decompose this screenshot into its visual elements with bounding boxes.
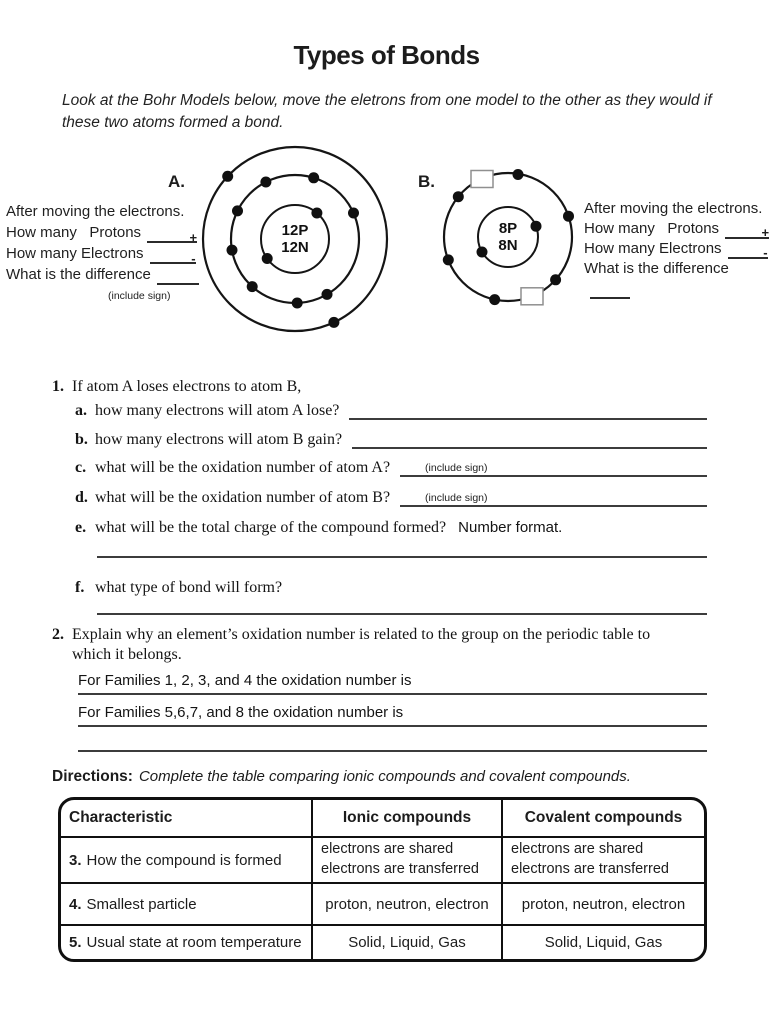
difference-label: What is the difference: [6, 266, 151, 283]
q1-number: 1.: [52, 378, 64, 395]
electron-dot[interactable]: [292, 298, 303, 309]
directions-text: Complete the table comparing ionic compounds and covalent compounds.: [138, 768, 631, 785]
q2-number: 2.: [52, 626, 64, 643]
q2-stem-line2: which it belongs.: [72, 646, 182, 663]
minus-sign: -: [763, 245, 768, 260]
row5-characteristic: [61, 924, 311, 959]
q1f-letter: f.: [75, 579, 85, 596]
row4-number: 4.: [69, 895, 82, 913]
q1f-answer-line[interactable]: [97, 613, 707, 615]
q2-families-5678-text: For Families 5,6,7, and 8 the oxidation number is: [78, 704, 404, 721]
row4-covalent-cell[interactable]: proton, neutron, electron: [501, 882, 704, 924]
protons-blank[interactable]: [147, 225, 197, 243]
header-covalent: Covalent compounds: [501, 800, 704, 836]
electron-dot[interactable]: [260, 177, 271, 188]
electron-dot[interactable]: [222, 171, 233, 182]
bohr-model-a: [192, 136, 398, 342]
row5-label: Usual state at room temperature: [86, 934, 302, 951]
after-moving-label: After moving the electrons.: [6, 203, 185, 220]
q1-stem: If atom A loses electrons to atom B,: [72, 378, 302, 395]
minus-sign: -: [191, 251, 196, 266]
row5-ionic-cell[interactable]: Solid, Liquid, Gas: [311, 924, 501, 959]
model-a-label: A.: [168, 172, 185, 191]
q2-families-1234-line[interactable]: [78, 672, 707, 695]
directions-label: Directions:: [52, 768, 133, 785]
protons-label: How many Protons: [6, 224, 142, 241]
protons-blank[interactable]: [725, 221, 769, 239]
row5-number: 5.: [69, 934, 82, 951]
electron-dot[interactable]: [311, 208, 322, 219]
nucleus-neutrons-label: 12N: [281, 239, 309, 256]
electrons-label: How many Electrons: [6, 245, 144, 262]
q1c-text: what will be the oxidation number of atom A?: [95, 459, 391, 476]
q1e-answer-line[interactable]: [97, 556, 707, 558]
row3-ionic-option2: electrons are transferred: [321, 861, 479, 877]
q1e-suffix: Number format.: [458, 519, 563, 536]
row3-ionic-option1: electrons are shared: [321, 841, 454, 858]
protons-label: How many Protons: [584, 220, 720, 237]
electrons-label: How many Electrons: [584, 240, 722, 257]
row3-number: 3.: [69, 851, 82, 869]
nucleus-protons-label: 8P: [498, 220, 518, 237]
q1c-answer-line[interactable]: [400, 461, 707, 477]
electron-dot[interactable]: [232, 205, 243, 216]
nucleus-protons-label: 12P: [281, 222, 309, 239]
electron-dot[interactable]: [477, 247, 488, 258]
header-characteristic: Characteristic: [69, 809, 173, 826]
q1e-text: what will be the total charge of the compound formed?: [95, 519, 447, 536]
row4-label: Smallest particle: [86, 895, 197, 913]
row3-characteristic: [61, 836, 311, 882]
electron-dot[interactable]: [262, 253, 273, 264]
row3-label: How the compound is formed: [86, 851, 282, 869]
q1b-text: how many electrons will atom B gain?: [95, 431, 343, 448]
electrons-blank[interactable]: [728, 241, 768, 259]
plus-sign: +: [761, 225, 770, 240]
row4-characteristic: [61, 882, 311, 924]
electron-dot[interactable]: [550, 274, 561, 285]
q1a-letter: a.: [75, 402, 87, 419]
electron-dot[interactable]: [453, 191, 464, 202]
electron-dot[interactable]: [308, 172, 319, 183]
electron-dot[interactable]: [489, 294, 500, 305]
q2-extra-answer-line[interactable]: [78, 750, 707, 752]
model-a-answer-panel: [6, 201, 221, 307]
q1b-letter: b.: [75, 431, 88, 448]
q1c-letter: c.: [75, 459, 87, 476]
q1e-letter: e.: [75, 519, 87, 536]
intro-text: Look at the Bohr Models below, move the eletrons from one model to the other as they would if these two atoms formed a bond.: [62, 92, 712, 132]
difference-blank[interactable]: [590, 281, 630, 299]
question-1: [52, 370, 707, 628]
model-b-answer-panel: [584, 199, 772, 299]
electron-dot[interactable]: [531, 221, 542, 232]
page-title: Types of Bonds: [293, 40, 480, 70]
header-ionic: Ionic compounds: [311, 800, 501, 836]
q2-families-5678-line[interactable]: [78, 704, 707, 727]
row3-covalent-option2: electrons are transferred: [511, 861, 669, 877]
include-sign-note: (include sign): [108, 290, 171, 302]
electrons-blank[interactable]: [150, 246, 196, 264]
q1d-text: what will be the oxidation number of atom B?: [95, 489, 391, 506]
nucleus-neutrons-label: 8N: [498, 237, 518, 254]
comparison-table: [58, 797, 707, 962]
q1b-answer-line[interactable]: [352, 433, 707, 449]
q1d-answer-line[interactable]: [400, 491, 707, 507]
electron-dot[interactable]: [563, 211, 574, 222]
row5-covalent-cell[interactable]: Solid, Liquid, Gas: [501, 924, 704, 959]
electron-dot[interactable]: [247, 281, 258, 292]
q2-families-1234-text: For Families 1, 2, 3, and 4 the oxidation number is: [78, 672, 412, 689]
row3-covalent-option1: electrons are shared: [511, 841, 644, 858]
electron-dot[interactable]: [322, 289, 333, 300]
include-sign-note: (include sign): [425, 462, 488, 475]
q1f-text: what type of bond will form?: [95, 579, 283, 596]
row4-ionic-cell[interactable]: proton, neutron, electron: [311, 882, 501, 924]
q2-stem-line1: Explain why an element’s oxidation number is related to the group on the periodic table to: [72, 626, 651, 643]
include-sign-note: (include sign): [425, 492, 488, 505]
model-b-label: B.: [418, 172, 435, 191]
q1d-letter: d.: [75, 489, 88, 506]
after-moving-label: After moving the electrons.: [584, 200, 763, 217]
plus-sign: +: [189, 230, 198, 245]
q1a-text: how many electrons will atom A lose?: [95, 402, 340, 419]
q1a-answer-line[interactable]: [349, 404, 707, 420]
directions-row: [52, 768, 631, 786]
electron-slot-square[interactable]: [471, 171, 493, 188]
electron-dot[interactable]: [348, 208, 359, 219]
electron-dot[interactable]: [328, 317, 339, 328]
question-2: [52, 626, 707, 768]
electron-dot[interactable]: [443, 254, 454, 265]
electron-dot[interactable]: [513, 169, 524, 180]
difference-label: What is the difference: [584, 260, 729, 277]
bohr-model-b: [438, 167, 578, 307]
electron-slot-square[interactable]: [521, 288, 543, 305]
row3-covalent-cell[interactable]: [501, 836, 704, 882]
electron-dot[interactable]: [227, 245, 238, 256]
row3-ionic-cell[interactable]: [311, 836, 501, 882]
